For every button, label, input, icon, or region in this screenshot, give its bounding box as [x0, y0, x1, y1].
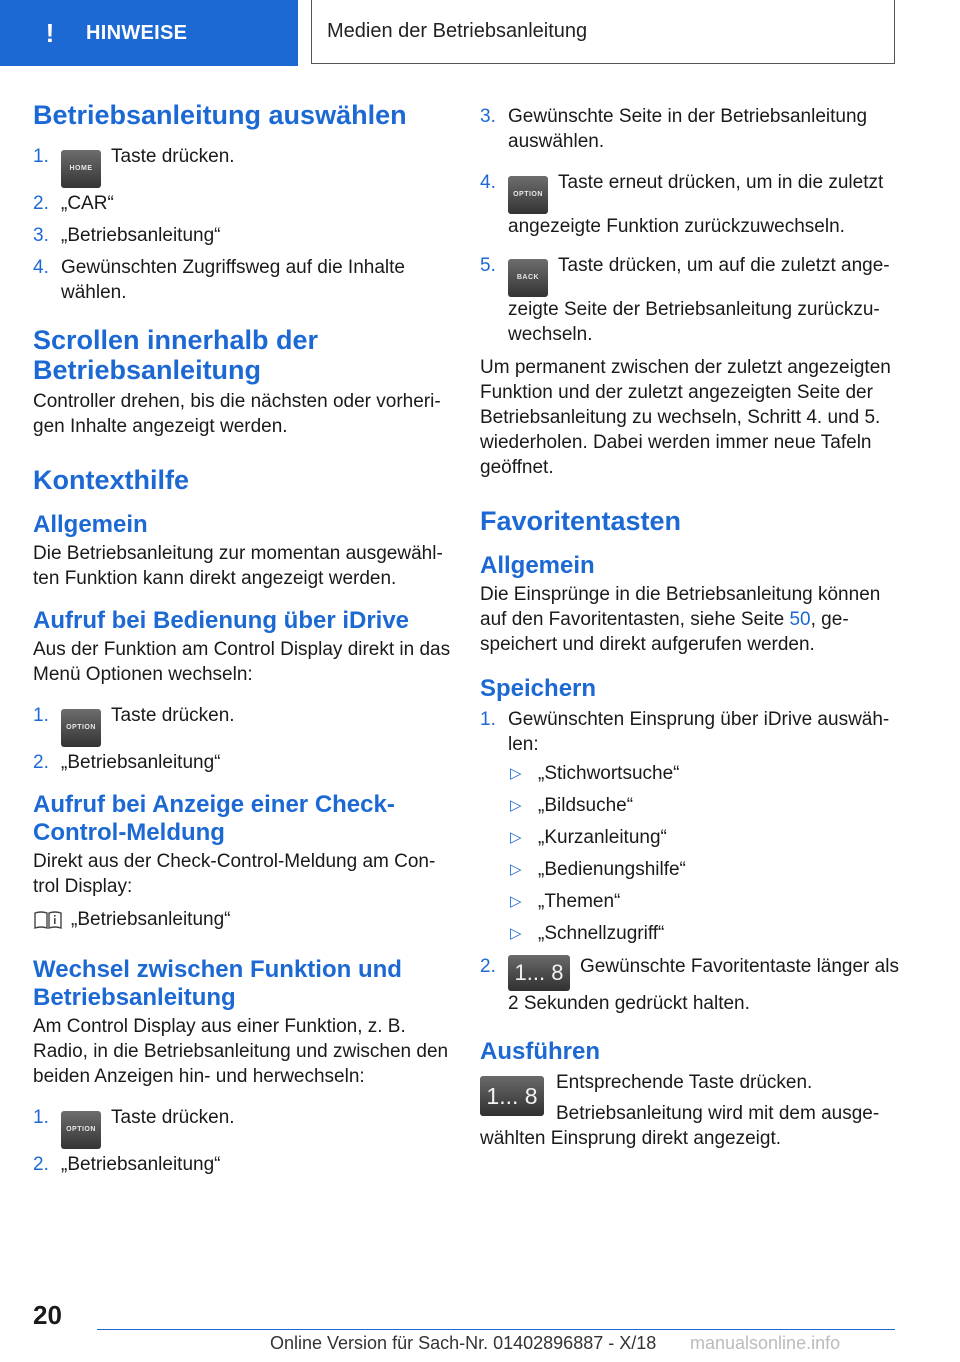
- subheading-ausfuehren: Ausführen: [480, 1038, 600, 1065]
- steps-list: [33, 144, 453, 305]
- footer-text: Online Version für Sach-Nr. 01402896887 - X/18: [270, 1333, 657, 1353]
- exclamation-icon: !: [45, 17, 55, 48]
- book-info-icon: [33, 910, 63, 930]
- step-text: „Betriebsanleitung“: [61, 225, 221, 246]
- list-item: [33, 144, 453, 188]
- step-text: Gewünschten Einsprung über iDrive auswäh-len:: [508, 709, 890, 755]
- list-item: [480, 170, 900, 239]
- sub-item-text: „Kurzanleitung“: [538, 827, 667, 848]
- heading-line: Wechsel zwischen Funktion und: [33, 956, 402, 983]
- triangle-right-icon: ▷: [510, 765, 522, 782]
- triangle-right-icon: ▷: [510, 893, 522, 910]
- step-text: Taste drücken, um auf die zuletzt ange-zeigte Seite der Betriebsanleitung zurückzu-wechseln.: [508, 255, 890, 345]
- paragraph-permanent: Um permanent zwischen der zuletzt angezeigten Funktion und der zuletzt angezeigten Seite der Betriebsanleitung zu wechseln, Schritt 4. und 5. wiederholen. Dabei werden immer neue Tafeln geöffnet.: [480, 357, 891, 478]
- text-run: , ge-speichert und direkt aufgerufen werden.: [480, 609, 849, 655]
- paragraph-fav-allgemein: [480, 582, 900, 657]
- heading-line: Aufruf bei Anzeige einer Check-: [33, 791, 395, 818]
- list-item: [510, 857, 900, 882]
- step-text: Taste drücken.: [111, 705, 235, 726]
- exec-line-1: Entsprechende Taste drücken.: [556, 1072, 813, 1093]
- indicator-row: [33, 907, 453, 932]
- page-link[interactable]: 50: [789, 609, 811, 630]
- triangle-right-icon: ▷: [510, 925, 522, 942]
- step-number: 4.: [33, 257, 49, 278]
- list-item: [33, 255, 453, 305]
- step-number: 1.: [33, 1107, 49, 1128]
- footer-divider: [97, 1329, 895, 1330]
- sub-item-text: „Bildsuche“: [538, 795, 634, 816]
- option-button-icon: OPTION: [508, 176, 548, 214]
- step-text: „CAR“: [61, 193, 114, 214]
- subheading-check-control: [33, 791, 453, 847]
- step-number: 1.: [33, 146, 49, 167]
- heading-line: Scrollen innerhalb der: [33, 325, 319, 355]
- step-number: 2.: [480, 956, 496, 977]
- step-number: 3.: [33, 225, 49, 246]
- triangle-right-icon: ▷: [510, 861, 522, 878]
- indicator-text: „Betriebsanleitung“: [71, 909, 231, 930]
- option-button-icon: OPTION: [61, 709, 101, 747]
- step-number: 4.: [480, 172, 496, 193]
- save-steps: [480, 707, 900, 1016]
- sub-item-text: „Stichwortsuche“: [538, 763, 680, 784]
- step-text: Gewünschte Favoritentaste länger als 2 Sekunden gedrückt halten.: [508, 956, 899, 1014]
- sub-item-text: „Schnellzugriff“: [538, 923, 665, 944]
- step-number: 2.: [33, 752, 49, 773]
- section-tab-label: HINWEISE: [86, 21, 188, 44]
- list-item: [510, 761, 900, 786]
- list-item: [480, 954, 900, 1016]
- sub-list: [510, 761, 900, 946]
- chapter-title-box: [311, 0, 895, 64]
- list-item: [480, 104, 900, 154]
- subheading-speichern: Speichern: [480, 675, 597, 702]
- paragraph-scrollen: Controller drehen, bis die nächsten oder vorheri-gen Inhalte angezeigt werden.: [33, 391, 441, 437]
- list-item: [480, 707, 900, 757]
- paragraph-wechsel: Am Control Display aus einer Funktion, z. B. Radio, in die Betriebsanleitung und zwischen den beiden Anzeigen hin- und herwechseln:: [33, 1016, 449, 1087]
- step-number: 2.: [33, 1154, 49, 1175]
- triangle-right-icon: ▷: [510, 797, 522, 814]
- list-item: [480, 253, 900, 347]
- left-column: [33, 100, 453, 1184]
- switch-steps: [33, 1105, 453, 1177]
- section-tab: [0, 0, 298, 66]
- step-text: Gewünschten Zugriffsweg auf die Inhalte wählen.: [61, 257, 405, 303]
- page-number: 20: [33, 1300, 62, 1330]
- subheading-wechsel: [33, 956, 453, 1012]
- heading-kontexthilfe: Kontexthilfe: [33, 465, 190, 495]
- step-number: 5.: [480, 255, 496, 276]
- step-text: „Betriebsanleitung“: [61, 752, 221, 773]
- list-item: [33, 191, 453, 216]
- heading-scrollen: [33, 325, 453, 385]
- subheading-allgemein: Allgemein: [480, 552, 595, 579]
- heading-line: Betriebsanleitung: [33, 984, 236, 1011]
- step-text: Gewünschte Seite in der Betriebsanleitung auswählen.: [508, 106, 868, 152]
- sub-item-text: „Themen“: [538, 891, 621, 912]
- favorite-keys-icon: 1... 8: [508, 955, 570, 991]
- exec-line-2: Betriebsanleitung wird mit dem ausge-wählten Einsprung direkt angezeigt.: [480, 1103, 880, 1149]
- heading-favoritentasten: Favoritentasten: [480, 506, 682, 536]
- watermark: manualsonline.info: [690, 1333, 841, 1353]
- heading-line: Betriebsanleitung: [33, 355, 262, 385]
- favorite-keys-icon: 1... 8: [480, 1076, 544, 1116]
- right-column: [480, 104, 900, 1151]
- step-text: „Betriebsanleitung“: [61, 1154, 221, 1175]
- list-item: [510, 921, 900, 946]
- step-number: 3.: [480, 106, 496, 127]
- heading-line: Control-Meldung: [33, 819, 225, 846]
- chapter-title: Medien der Betriebsanleitung: [327, 20, 588, 42]
- step-text: Taste erneut drücken, um in die zuletzt angezeigte Funktion zurückzuwechseln.: [508, 172, 884, 237]
- step-number: 1.: [480, 709, 496, 730]
- paragraph-check-control: Direkt aus der Check-Control-Meldung am Con-trol Display:: [33, 851, 436, 897]
- step-text: Taste drücken.: [111, 1107, 235, 1128]
- idrive-steps: [33, 703, 453, 775]
- list-item: [510, 825, 900, 850]
- list-item: [510, 889, 900, 914]
- home-button-icon: HOME: [61, 150, 101, 188]
- list-item: [33, 1105, 453, 1149]
- text-run: Die Einsprünge in die Betriebsanleitung können auf den Favoritentasten, siehe Seite: [480, 584, 881, 630]
- page-header: [0, 0, 960, 66]
- exec-block: [480, 1070, 900, 1151]
- heading-betriebsanleitung-auswaehlen: Betriebsanleitung auswählen: [33, 100, 407, 130]
- list-item: [33, 1152, 453, 1177]
- list-item: [33, 703, 453, 747]
- paragraph-allgemein: Die Betriebsanleitung zur momentan ausgewähl-ten Funktion kann direkt angezeigt werden.: [33, 543, 443, 589]
- sub-item-text: „Bedienungshilfe“: [538, 859, 686, 880]
- subheading-allgemein: Allgemein: [33, 511, 148, 538]
- triangle-right-icon: ▷: [510, 829, 522, 846]
- paragraph-idrive: Aus der Funktion am Control Display direkt in das Menü Optionen wechseln:: [33, 639, 451, 685]
- back-button-icon: BACK: [508, 259, 548, 297]
- subheading-idrive: Aufruf bei Bedienung über iDrive: [33, 607, 410, 634]
- step-number: 2.: [33, 193, 49, 214]
- list-item: [33, 223, 453, 248]
- continued-steps: [480, 104, 900, 347]
- list-item: [510, 793, 900, 818]
- step-text: Taste drücken.: [111, 146, 235, 167]
- option-button-icon: OPTION: [61, 1111, 101, 1149]
- list-item: [33, 750, 453, 775]
- step-number: 1.: [33, 705, 49, 726]
